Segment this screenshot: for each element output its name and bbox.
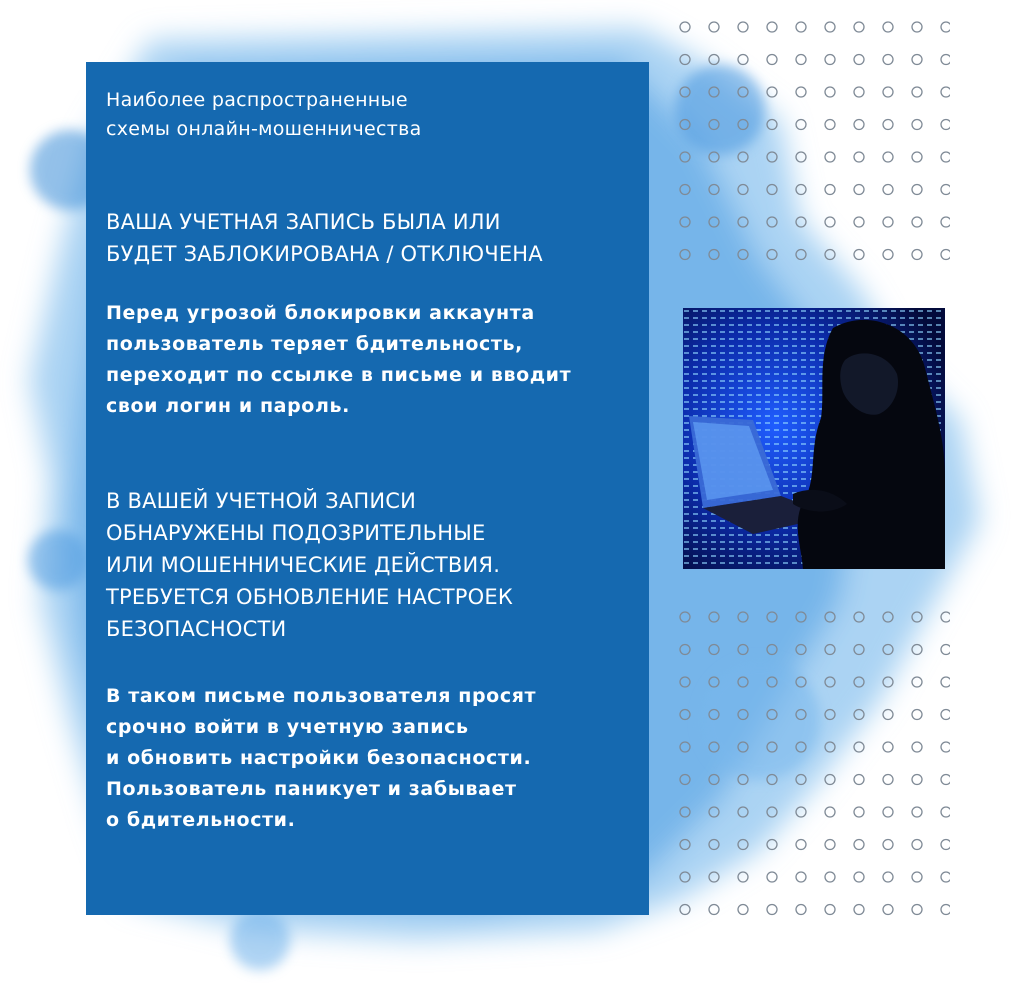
- dot-grid-pattern: [912, 807, 922, 817]
- dot-grid-pattern: [680, 710, 690, 720]
- dot-grid-pattern: [767, 677, 777, 687]
- dot-grid-pattern: [854, 612, 864, 622]
- body-line: переходит по ссылке в письме и вводит: [106, 364, 572, 386]
- dot-grid-pattern: [738, 22, 748, 32]
- dot-grid-pattern: [709, 87, 719, 97]
- section1-heading: [106, 206, 631, 270]
- body-line: о бдительности.: [106, 809, 296, 831]
- dot-grid-pattern: [709, 22, 719, 32]
- dot-grid-pattern: [767, 645, 777, 655]
- dot-grid-pattern: [680, 645, 690, 655]
- dot-grid-pattern: [912, 677, 922, 687]
- dot-grid-pattern: [825, 775, 835, 785]
- dot-grid-pattern: [941, 55, 950, 65]
- dot-grid-pattern: [941, 710, 950, 720]
- dot-grid-pattern: [825, 612, 835, 622]
- subtitle-line: Наиболее распространенные: [106, 89, 408, 111]
- dot-grid-pattern: [709, 120, 719, 130]
- dot-grid-pattern: [912, 217, 922, 227]
- dot-grid-pattern: [767, 905, 777, 915]
- dot-grid-pattern: [680, 612, 690, 622]
- dot-grid-pattern: [912, 120, 922, 130]
- dot-grid-pattern: [709, 872, 719, 882]
- dot-grid-pattern: [941, 677, 950, 687]
- dot-grid-pattern: [738, 775, 748, 785]
- dot-grid-pattern: [941, 775, 950, 785]
- dot-grid-pattern: [796, 87, 806, 97]
- dot-grid-pattern: [738, 807, 748, 817]
- dot-grid-pattern: [854, 185, 864, 195]
- dot-grid-pattern: [854, 217, 864, 227]
- dot-grid-pattern: [796, 55, 806, 65]
- dot-grid-pattern: [767, 152, 777, 162]
- body-line: срочно войти в учетную запись: [106, 716, 469, 738]
- dot-grid-pattern: [709, 55, 719, 65]
- heading-line: ВАША УЧЕТНАЯ ЗАПИСЬ БЫЛА ИЛИ: [106, 210, 501, 234]
- dot-grid-pattern: [912, 840, 922, 850]
- dot-grid-pattern: [825, 250, 835, 260]
- dot-grid-pattern: [825, 120, 835, 130]
- dot-grid-pattern: [854, 250, 864, 260]
- dot-grid-pattern: [680, 677, 690, 687]
- dot-grid-pattern: [767, 217, 777, 227]
- heading-line: ОБНАРУЖЕНЫ ПОДОЗРИТЕЛЬНЫЕ: [106, 521, 486, 545]
- dot-grid-pattern: [825, 840, 835, 850]
- dot-grid-pattern: [825, 217, 835, 227]
- dot-grid-pattern: [709, 775, 719, 785]
- dot-grid-pattern: [825, 677, 835, 687]
- dot-grid-pattern: [941, 612, 950, 622]
- dot-grid-pattern: [767, 710, 777, 720]
- body-line: В таком письме пользователя просят: [106, 685, 537, 707]
- dot-grid-pattern: [738, 612, 748, 622]
- dot-grid-pattern: [738, 710, 748, 720]
- dot-grid-pattern: [796, 905, 806, 915]
- dot-grid-pattern: [680, 250, 690, 260]
- dot-grid-pattern: [854, 645, 864, 655]
- heading-line: В ВАШЕЙ УЧЕТНОЙ ЗАПИСИ: [106, 489, 417, 513]
- dot-grid-top: [676, 18, 950, 264]
- dot-grid-pattern: [912, 775, 922, 785]
- dot-grid-pattern: [796, 250, 806, 260]
- dot-grid-pattern: [883, 677, 893, 687]
- dot-grid-pattern: [854, 742, 864, 752]
- dot-grid-pattern: [709, 152, 719, 162]
- dot-grid-pattern: [680, 22, 690, 32]
- dot-grid-pattern: [738, 120, 748, 130]
- subtitle-line: схемы онлайн-мошенничества: [106, 118, 422, 140]
- dot-grid-pattern: [883, 217, 893, 227]
- dot-grid-pattern: [854, 872, 864, 882]
- dot-grid-pattern: [883, 710, 893, 720]
- dot-grid-pattern: [796, 710, 806, 720]
- dot-grid-pattern: [796, 612, 806, 622]
- dot-grid-pattern: [941, 742, 950, 752]
- dot-grid-pattern: [796, 217, 806, 227]
- dot-grid-pattern: [680, 775, 690, 785]
- dot-grid-pattern: [738, 217, 748, 227]
- dot-grid-pattern: [796, 742, 806, 752]
- dot-grid-pattern: [854, 152, 864, 162]
- dot-grid-pattern: [912, 645, 922, 655]
- dot-grid-pattern: [825, 645, 835, 655]
- dot-grid-pattern: [883, 742, 893, 752]
- dot-grid-pattern: [854, 905, 864, 915]
- dot-grid-pattern: [796, 775, 806, 785]
- dot-grid-pattern: [883, 905, 893, 915]
- dot-grid-pattern: [796, 185, 806, 195]
- dot-grid-pattern: [767, 120, 777, 130]
- dot-grid-pattern: [738, 872, 748, 882]
- dot-grid-pattern: [680, 840, 690, 850]
- dot-grid-pattern: [854, 775, 864, 785]
- heading-line: ТРЕБУЕТСЯ ОБНОВЛЕНИЕ НАСТРОЕК: [106, 585, 513, 609]
- body-line: свои логин и пароль.: [106, 395, 350, 417]
- dot-grid-pattern: [767, 742, 777, 752]
- dot-grid-pattern: [709, 250, 719, 260]
- dot-grid-pattern: [767, 250, 777, 260]
- dot-grid-pattern: [883, 185, 893, 195]
- dot-grid-pattern: [680, 742, 690, 752]
- dot-grid-pattern: [883, 250, 893, 260]
- dot-grid-pattern: [825, 55, 835, 65]
- dot-grid-pattern: [912, 87, 922, 97]
- dot-grid-pattern: [854, 87, 864, 97]
- dot-grid-pattern: [680, 905, 690, 915]
- dot-grid-pattern: [912, 742, 922, 752]
- body-line: пользователь теряет бдительность,: [106, 333, 523, 355]
- dot-grid-pattern: [912, 185, 922, 195]
- dot-grid-pattern: [796, 152, 806, 162]
- dot-grid-pattern: [709, 905, 719, 915]
- body-line: Перед угрозой блокировки аккаунта: [106, 302, 535, 324]
- dot-grid-pattern: [738, 87, 748, 97]
- dot-grid-pattern: [709, 612, 719, 622]
- dot-grid-pattern: [767, 22, 777, 32]
- dot-grid-pattern: [680, 217, 690, 227]
- heading-line: ИЛИ МОШЕННИЧЕСКИЕ ДЕЙСТВИЯ.: [106, 553, 501, 577]
- body-line: и обновить настройки безопасности.: [106, 747, 532, 769]
- dot-grid-pattern: [941, 872, 950, 882]
- dot-grid-pattern: [709, 710, 719, 720]
- dot-grid-pattern: [709, 742, 719, 752]
- dot-grid-pattern: [680, 185, 690, 195]
- body-line: Пользователь паникует и забывает: [106, 778, 517, 800]
- dot-grid-pattern: [912, 250, 922, 260]
- dot-grid-pattern: [854, 677, 864, 687]
- heading-line: БЕЗОПАСНОСТИ: [106, 617, 287, 641]
- dot-grid-pattern: [796, 645, 806, 655]
- dot-grid-pattern: [709, 807, 719, 817]
- dot-grid-pattern: [825, 87, 835, 97]
- dot-grid-pattern: [796, 807, 806, 817]
- dot-grid-pattern: [941, 217, 950, 227]
- dot-grid-pattern: [738, 152, 748, 162]
- dot-grid-pattern: [883, 152, 893, 162]
- dot-grid-pattern: [941, 645, 950, 655]
- dot-grid-pattern: [825, 185, 835, 195]
- dot-grid-pattern: [825, 710, 835, 720]
- section2-heading: [106, 485, 631, 645]
- dot-grid-pattern: [680, 120, 690, 130]
- dot-grid-pattern: [738, 840, 748, 850]
- dot-grid-pattern: [825, 152, 835, 162]
- dot-grid-pattern: [738, 250, 748, 260]
- dot-grid-pattern: [738, 677, 748, 687]
- dot-grid-pattern: [709, 677, 719, 687]
- dot-grid-pattern: [709, 217, 719, 227]
- dot-grid-pattern: [941, 905, 950, 915]
- dot-grid-pattern: [941, 185, 950, 195]
- dot-grid-pattern: [883, 840, 893, 850]
- dot-grid-pattern: [854, 710, 864, 720]
- dot-grid-pattern: [883, 120, 893, 130]
- dot-grid-bottom: [676, 608, 950, 920]
- dot-grid-pattern: [738, 742, 748, 752]
- dot-grid-pattern: [941, 87, 950, 97]
- dot-grid-pattern: [767, 872, 777, 882]
- dot-grid-pattern: [883, 22, 893, 32]
- dot-grid-pattern: [883, 55, 893, 65]
- dot-grid-pattern: [767, 612, 777, 622]
- dot-grid-pattern: [825, 22, 835, 32]
- dot-grid-pattern: [796, 22, 806, 32]
- dot-grid-pattern: [825, 742, 835, 752]
- dot-grid-pattern: [767, 775, 777, 785]
- dot-grid-pattern: [941, 840, 950, 850]
- dot-grid-pattern: [680, 152, 690, 162]
- dot-grid-pattern: [796, 677, 806, 687]
- dot-grid-pattern: [912, 710, 922, 720]
- dot-grid-pattern: [825, 905, 835, 915]
- info-panel: [86, 62, 649, 915]
- dot-grid-pattern: [883, 807, 893, 817]
- hacker-photo: [683, 308, 945, 569]
- dot-grid-pattern: [883, 775, 893, 785]
- dot-grid-pattern: [709, 840, 719, 850]
- dot-grid-pattern: [825, 807, 835, 817]
- dot-grid-pattern: [912, 22, 922, 32]
- dot-grid-pattern: [883, 612, 893, 622]
- dot-grid-pattern: [854, 840, 864, 850]
- dot-grid-pattern: [825, 872, 835, 882]
- heading-line: БУДЕТ ЗАБЛОКИРОВАНА / ОТКЛЮЧЕНА: [106, 242, 543, 266]
- dot-grid-pattern: [883, 872, 893, 882]
- dot-grid-pattern: [738, 185, 748, 195]
- dot-grid-pattern: [912, 872, 922, 882]
- section1-body: [106, 298, 631, 422]
- dot-grid-pattern: [680, 87, 690, 97]
- dot-grid-pattern: [883, 645, 893, 655]
- dot-grid-pattern: [767, 807, 777, 817]
- dot-grid-pattern: [912, 612, 922, 622]
- dot-grid-pattern: [854, 807, 864, 817]
- dot-grid-pattern: [941, 120, 950, 130]
- dot-grid-pattern: [912, 55, 922, 65]
- dot-grid-pattern: [941, 807, 950, 817]
- dot-grid-pattern: [941, 250, 950, 260]
- dot-grid-pattern: [738, 55, 748, 65]
- dot-grid-pattern: [796, 840, 806, 850]
- dot-grid-pattern: [883, 87, 893, 97]
- dot-grid-pattern: [680, 872, 690, 882]
- dot-grid-pattern: [854, 55, 864, 65]
- dot-grid-pattern: [941, 152, 950, 162]
- dot-grid-pattern: [738, 905, 748, 915]
- dot-grid-pattern: [709, 185, 719, 195]
- section2-body: [106, 681, 631, 836]
- dot-grid-pattern: [680, 807, 690, 817]
- dot-grid-pattern: [854, 120, 864, 130]
- dot-grid-pattern: [941, 22, 950, 32]
- dot-grid-pattern: [738, 645, 748, 655]
- dot-grid-pattern: [796, 120, 806, 130]
- dot-grid-pattern: [912, 152, 922, 162]
- panel-subtitle: [106, 86, 631, 144]
- dot-grid-pattern: [767, 55, 777, 65]
- dot-grid-pattern: [796, 872, 806, 882]
- dot-grid-pattern: [767, 185, 777, 195]
- dot-grid-pattern: [680, 55, 690, 65]
- dot-grid-pattern: [767, 840, 777, 850]
- dot-grid-pattern: [709, 645, 719, 655]
- dot-grid-pattern: [854, 22, 864, 32]
- dot-grid-pattern: [912, 905, 922, 915]
- dot-grid-pattern: [767, 87, 777, 97]
